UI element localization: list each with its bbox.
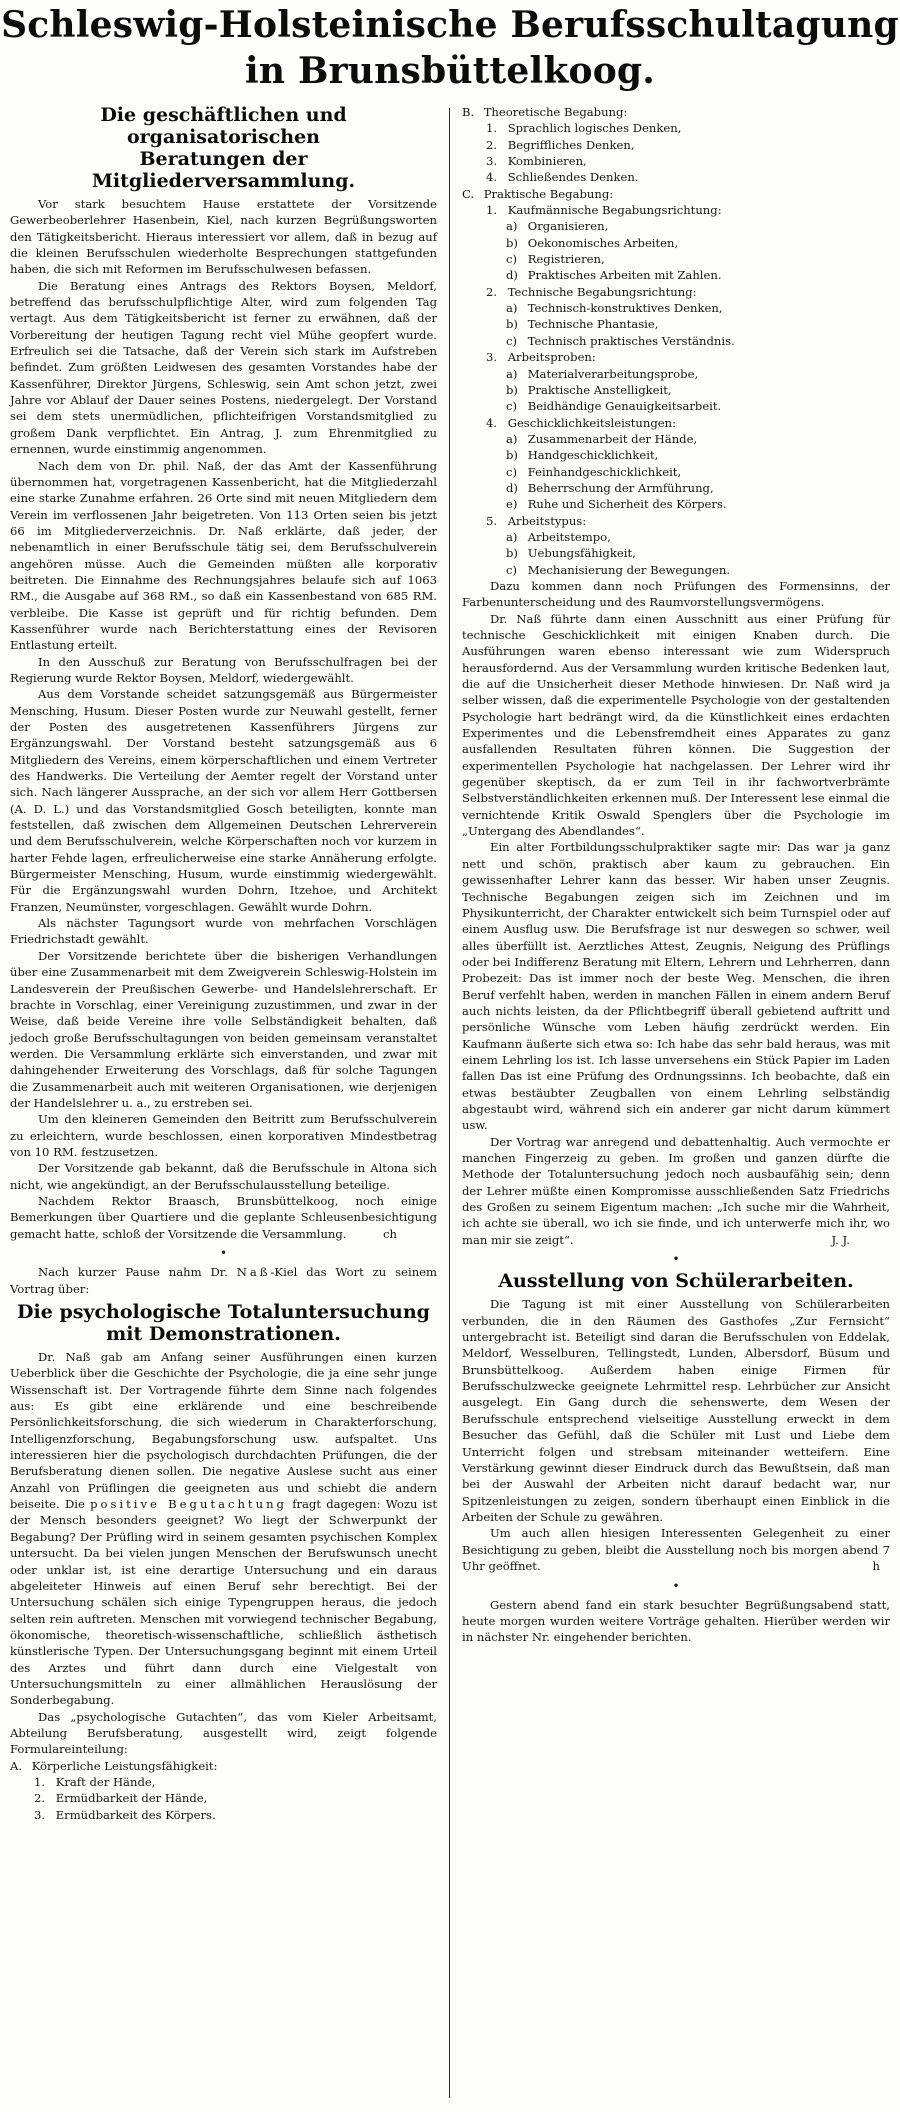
headline [0, 2, 900, 94]
outline-item [462, 235, 890, 251]
paragraph: Dr. Naß führte dann einen Ausschnitt aus einer Prüfung für technische Geschicklichkeit mit einigen Knaben durch. Die Ausführungen waren ebenso interessant wie zum Widerspruch herausfordernd. Aus der Versammlung wurden kritische Bedenken laut, die auf die Unsicherheit dieser Methode hinwiesen. Dr. Naß wird ja selber wissen, daß die experimentelle Psychologie von der gestaltenden Psychologie hart bedrängt wird, da die Künstlichkeit eines erdachten Experimentes und die Lebensfremdheit eines Apparates zu ganz ausfallenden Resultaten führen können. Die Suggestion der experimentellen Psychologie hat nachgelassen. Der Lehrer wird ihr gegenüber skeptisch, da er zum Teil in ihr fachwortverbrämte Selbstverständlichkeiten erkennen muß. Der Interessent lese einmal die vernichtende Kritik Oswald Spenglers über die Psychologie im „Untergang des Abendlandes“. [462, 611, 890, 839]
column-divider [449, 108, 450, 2098]
paragraph: Aus dem Vorstande scheidet satzungsgemäß aus Bürgermeister Mensching, Husum. Dieser Posten wurde zur Neuwahl gestellt, ferner der Posten des ausgetretenen Kassenführers Jürgens zur Ergänzungswahl. Der Vorstand besteht satzungsgemäß aus 6 Mitgliedern des Vereins, einem körperschaftlichen und einem Vertreter des Handwerks. Die Verteilung der Aemter regelt der Vorstand unter sich. Nach längerer Aussprache, an der sich vor allem Herr Gottbersen (A. D. L.) und das Vorstandsmitglied Gosch beteiligten, konnte man feststellen, daß zwischen dem Allgemeinen Deutschen Lehrerverein und dem Berufsschulverein, welche Körperschaften noch vor kurzem in harter Fehde lagen, erfreulicherweise eine starke Annäherung erfolgte. Bürgermeister Mensching, Husum, wurde einstimmig wiedergewählt. Für die Ergänzungswahl wurden Dohrn, Itzehoe, und Architekt Franzen, Neumünster, vorgeschlagen. Gewählt wurde Dohrn. [10, 687, 437, 914]
outline-label: c) [506, 464, 518, 479]
outline-label: 2. [486, 284, 498, 299]
section-heading-totaluntersuchung [10, 1301, 437, 1345]
outline-text: Technisch-konstruktives Denken, [527, 301, 723, 316]
section-heading-ausstellung: Ausstellung von Schülerarbeiten. [498, 1270, 854, 1293]
outline-text: Ermüdbarkeit der Hände, [55, 1791, 208, 1806]
heading-line: mit Demonstrationen. [106, 1323, 341, 1346]
outline-text: Praktische Begabung: [483, 186, 614, 201]
headline-line-1: Schleswig-Holsteinische Berufsschultagung [1, 4, 899, 46]
section-separator-dot: • [219, 1246, 228, 1261]
paragraph: Das „psychologische Gutachten“, das vom Kieler Arbeitsamt, Abteilung Berufsberatung, ausgestellt wird, zeigt folgende Formulareinteilung: [10, 1709, 437, 1757]
heading-line: Die psychologische Totaluntersuchung [17, 1301, 430, 1324]
outline-label: c) [506, 333, 518, 348]
outline-label: 3. [34, 1807, 46, 1822]
outline-text: Praktische Anstelligkeit, [527, 382, 672, 397]
outline-text: Ermüdbarkeit des Körpers. [55, 1807, 216, 1822]
paragraph: Um den kleineren Gemeinden den Beitritt zum Berufsschulverein zu erleichtern, wurde beschlossen, einen korporativen Mindestbetrag von 10 RM. festzusetzen. [10, 1112, 437, 1159]
outline-text: Technische Phantasie, [527, 317, 659, 332]
author-signature: J. J. [831, 1233, 850, 1248]
outline-label: c) [506, 562, 518, 577]
outline-item [462, 513, 890, 529]
intro-text: -Kiel das Wort zu seinem Vortrag über: [10, 1265, 438, 1296]
outline-label: c) [506, 252, 518, 267]
headline-line-2: in Brunsbüttelkoog. [244, 50, 656, 92]
outline-text: Beidhändige Genauigkeitsarbeit. [527, 399, 722, 414]
paragraph: Nachdem Rektor Braasch, Brunsbüttelkoog, noch einige Bemerkungen über Quartiere und die geplante Schleusenbesichtigung gemacht hatte, schloß der Vorsitzende die Versammlung. [10, 1193, 437, 1241]
outline-text: Praktisches Arbeiten mit Zahlen. [527, 268, 722, 283]
outline-item [462, 480, 890, 496]
paragraph: Die Tagung ist mit einer Ausstellung von Schülerarbeiten verbunden, die in den Räumen des Gasthofes „Zur Fernsicht“ untergebracht ist. Beteiligt sind daran die Berufsschulen von Eddelak, Meldorf, Wesselburen, Tellingstedt, Lunden, Albersdorf, Büsum und Brunsbüttelkoog. Außerdem haben einige Firmen für Berufsschulzwecke geeignete Lehrmittel resp. Lehrbücher zur Ansicht ausgelegt. Ein Gang durch die sehenswerte, dem Wesen der Berufsschule entsprechend vielseitige Ausstellung erweckt in dem Besucher das Gefühl, daß die Schüler mit Lust und Liebe dem Unterricht folgen und strebsam miteinander wetteifern. Eine Verstärkung gewinnt dieser Eindruck durch das Bewußtsein, daß man bei der Auswahl der Arbeiten nicht darauf bedacht war, nur Spitzenleistungen zu zeigen, sondern überhaupt einen Einblick in die Arbeiten der Schule zu gewähren. [462, 1297, 890, 1524]
outline-label: A. [10, 1758, 23, 1773]
outline-label: 5. [486, 513, 498, 528]
paragraph: Der Vorsitzende gab bekannt, daß die Berufsschule in Altona sich nicht, wie angekündigt, an der Berufsschulausstellung beteilige. [10, 1161, 437, 1192]
paragraph: Um auch allen hiesigen Interessenten Gelegenheit zu einer Besichtigung zu geben, bleibt die Ausstellung noch bis morgen abend 7 Uhr geöffnet. [462, 1526, 890, 1573]
outline-text: Begriffliches Denken, [507, 137, 635, 152]
outline-item [462, 366, 890, 382]
outline-item [462, 120, 890, 136]
outline-label: 1. [486, 121, 498, 136]
author-signature: h [872, 1559, 880, 1574]
outline-label: a) [506, 366, 518, 381]
outline-item [462, 431, 890, 447]
text: fragt dagegen: Wozu ist der Mensch besonders geeignet? Wo liegt der Schwerpunkt der Begabung? Der Prüfling wird in seinem gesamten psychischen Komplex untersucht. Da bei vielen jungen Menschen der Berufswunsch unecht oder unklar ist, ist eine derartige Untersuchung und ein daraus abgeleiteter Hinweis auf einen Beruf sehr berechtigt. Bei der Untersuchung schälen sich einige Typengruppen heraus, die jedoch selten rein auftreten. Menschen mit vorwiegend technischer Begabung, ökonomische, theoretisch-wissenschaftliche, schließlich ästhetisch künstlerische Typen. Der Untersuchungsgang beginnt mit einem Urteil des Arztes und führt dann durch eine Vielgestalt von Untersuchungsmitteln zu einer allmählichen Herauslösung der Sonderbegabung. [10, 1497, 437, 1708]
outline-text: Materialverarbeitungsprobe, [527, 366, 699, 381]
heading-line: Die geschäftlichen und organisatorischen [100, 104, 347, 148]
left-column [10, 104, 437, 1823]
form-outline-a [10, 1758, 437, 1823]
outline-item [462, 202, 890, 218]
outline-label: 4. [486, 170, 498, 185]
outline-text: Theoretische Begabung: [483, 105, 628, 119]
paragraph: Ein alter Fortbildungsschulpraktiker sagte mir: Das war ja ganz nett und schön, praktisch aber kaum zu gebrauchen. Ein gewissenhafter Lehrer kann das besser. Wir haben unser Zeugnis. Technische Begabungen zeigen sich im Zeichnen und im Physikunterricht, der Charakter entwickelt sich beim Turnspiel oder auf einem Ausflug usw. Die Berufsfrage ist nur deswegen so schwer, weil alles überfüllt ist. Aerztliches Attest, Zeugnis, Neigung des Prüflings oder bei Indifferenz Beratung mit Eltern, Lehrern und Lehrherren, dann Probezeit: Das ist immer noch der beste Weg. Menschen, die ihren Beruf verfehlt haben, werden in manchen Fällen in einem andern Beruf auch nichts leisten, da der Pflichtbegriff überall gebietend auftritt und persönliche Wünsche vom Leben häufig zerdrückt werden. Ein Kaufmann äußerte sich etwa so: Ich habe das sehr bald heraus, was mit einem Lehrling los ist. Ich lasse unversehens ein Stück Papier im Laden fallen Das ist eine Prüfung des Ordnungssinns. Ich beobachte, daß ein etwas bestäubter Zeugballen von einem Lehrling selbständig abgestaubt wird, während sich ein anderer gar nicht darum kümmert usw. [462, 840, 890, 1133]
outline-text: Kaufmännische Begabungsrichtung: [507, 203, 722, 218]
paragraph: Dazu kommen dann noch Prüfungen des Formensinns, der Farbenunterscheidung und des Raumvorstellungsvermögens. [462, 578, 890, 610]
outline-text: Mechanisierung der Bewegungen. [527, 562, 731, 577]
outline-text: Sprachlich logisches Denken, [507, 121, 682, 136]
outline-label: e) [506, 497, 518, 512]
outline-label: b) [506, 317, 518, 332]
outline-item [462, 104, 890, 120]
outline-label: 1. [486, 203, 498, 218]
outline-item [10, 1790, 437, 1806]
outline-text: Kombinieren, [507, 154, 587, 169]
outline-label: d) [506, 480, 518, 495]
outline-text: Feinhandgeschicklichkeit, [527, 464, 682, 479]
outline-item [462, 398, 890, 414]
paragraph: Die Beratung eines Antrags des Rektors Boysen, Meldorf, betreffend das berufsschulpflichtige Alter, wird zum folgenden Tag vertagt. Aus dem Tätigkeitsbericht ist ferner zu erwähnen, daß der Vorbereitung der heutigen Tagung recht viel Mühe geopfert wurde. Erfreulich sei die Tatsache, daß der Verein sich stark im Aufstreben befindet. Zum größten Leidwesen des gesamten Vorstandes habe der Kassenführer, Direktor Jürgens, Schleswig, sein Amt schon jetzt, zwei Jahre vor Ablauf der Dauer seines Postens, niedergelegt. Der Vorstand sei dem stets unermüdlichen, pflichteifrigen Vorstandsmitglied zu großem Dank verpflichtet. Ein Antrag, J. zum Ehrenmitglied zu ernennen, wurde einstimmig angenommen. [10, 278, 437, 457]
outline-text: Arbeitstypus: [507, 513, 587, 528]
outline-text: Arbeitstempo, [527, 529, 611, 544]
outline-item [462, 562, 890, 578]
paragraph [10, 1349, 437, 1709]
outline-label: 2. [486, 137, 498, 152]
outline-text: Zusammenarbeit der Hände, [527, 431, 698, 446]
outline-text: Technisch praktisches Verständnis. [527, 333, 735, 348]
speaker-name: Naß [236, 1265, 271, 1280]
outline-text: Kraft der Hände, [55, 1774, 156, 1789]
outline-text: Beherrschung der Armführung, [527, 480, 714, 495]
outline-text: Körperliche Leistungsfähigkeit: [31, 1758, 218, 1773]
outline-label: d) [506, 268, 518, 283]
outline-item [462, 496, 890, 512]
paragraph: Vor stark besuchtem Hause erstattete der Vorsitzende Gewerbeoberlehrer Hasenbein, Kiel, nach kurzen Begrüßungsworten den Tätigkeitsbericht. Hieraus interessiert vor allem, daß in bezug auf die kleinen Berufsschulen wiederholte Besprechungen stattgefunden haben, die sich mit Reformen im Berufsschulwesen befassen. [10, 197, 437, 277]
outline-item [10, 1807, 437, 1823]
intro-text: Nach kurzer Pause nahm Dr. [38, 1265, 237, 1280]
outline-item [462, 464, 890, 480]
outline-item [462, 169, 890, 185]
outline-label: 1. [34, 1774, 46, 1789]
outline-text: Organisieren, [527, 219, 609, 234]
section-separator-dot: • [672, 1578, 680, 1593]
outline-text: Schließendes Denken. [507, 170, 639, 185]
outline-item [462, 218, 890, 234]
paragraph: In den Ausschuß zur Beratung von Berufsschulfragen bei der Regierung wurde Rektor Boysen, Meldorf, wiedergewählt. [10, 654, 437, 685]
text: Dr. Naß gab am Anfang seiner Ausführungen einen kurzen Ueberblick über die Geschichte der Psychologie, die ja eine sehr junge Wissenschaft ist. Der Vortragende führte dem Sinne nach folgendes aus: Es gibt eine erklärende und eine beschreibende Persönlichkeitsforschung, die sich wiederum in Charakterforschung, Intelligenzforschung, Begabungsforschung usw. aufspaltet. Uns interessieren hier die psychologisch durchdachten Prüfungen, die der Berufsberatung dienen sollen. Die negative Auslese sucht aus einer Anzahl von Prüflingen die geeigneten aus und schiebt die andern beiseite. Die [10, 1350, 437, 1512]
outline-text: Handgeschicklichkeit, [527, 448, 659, 463]
outline-text: Technische Begabungsrichtung: [507, 284, 697, 299]
outline-label: C. [462, 186, 475, 201]
outline-text: Uebungsfähigkeit, [527, 546, 636, 561]
outline-item [462, 153, 890, 169]
outline-item [462, 529, 890, 545]
outline-label: b) [506, 448, 518, 463]
outline-item [462, 545, 890, 561]
outline-item [462, 316, 890, 332]
outline-label: c) [506, 399, 518, 414]
section-separator-dot: • [672, 1252, 680, 1267]
outline-label: a) [506, 529, 518, 544]
outline-item [462, 300, 890, 316]
spaced-emphasis: positive Begutachtung [90, 1497, 287, 1512]
outline-item [462, 382, 890, 398]
closing-paragraph: Gestern abend fand ein stark besuchter Begrüßungsabend statt, heute morgen wurden weitere Vorträge gehalten. Hierüber werden wir in nächster Nr. eingehender berichten. [462, 1597, 890, 1645]
outline-text: Ruhe und Sicherheit des Körpers. [527, 497, 727, 512]
outline-item [462, 137, 890, 153]
outline-item [462, 186, 890, 202]
outline-label: 3. [486, 350, 498, 365]
outline-text: Registrieren, [527, 252, 605, 267]
outline-item [462, 267, 890, 283]
outline-label: a) [506, 301, 518, 316]
outline-text: Oekonomisches Arbeiten, [527, 235, 679, 250]
outline-item [462, 284, 890, 300]
outline-item [462, 333, 890, 349]
outline-label: b) [506, 382, 518, 397]
outline-label: 4. [486, 415, 498, 430]
outline-item [462, 349, 890, 365]
right-column [462, 104, 890, 1646]
outline-text: Arbeitsproben: [507, 350, 596, 365]
outline-label: a) [506, 219, 518, 234]
outline-item [462, 447, 890, 463]
outline-label: b) [506, 235, 518, 250]
outline-item [10, 1774, 437, 1790]
outline-text: Geschicklichkeitsleistungen: [507, 415, 677, 430]
outline-label: 2. [34, 1791, 46, 1806]
paragraph: Der Vorsitzende berichtete über die bisherigen Verhandlungen über eine Zusammenarbeit mit dem Zweigverein Schleswig-Holstein im Landesverein der Preußischen Gewerbe- und Handelslehrerschaft. Er brachte in Vorschlag, einer Vereinigung zuzustimmen, und zwar in der Weise, daß beide Vereine ihre volle Selbständigkeit behalten, daß jedoch große Berufsschultagungen von beiden gemeinsam veranstaltet werden. Die Versammlung erklärte sich einverstanden, und zwar mit dahingehender Erweiterung des Vorschlags, daß für solche Tagungen die Zusammenarbeit auch mit weiteren Organisationen, wie derjenigen der Handelslehrer u. a., zu erstreben sei. [10, 948, 437, 1110]
outline-label: B. [462, 105, 475, 119]
outline-label: 3. [486, 154, 498, 169]
outline-item [462, 251, 890, 267]
outline-item [462, 415, 890, 431]
intro-paragraph [10, 1264, 437, 1297]
outline-label: a) [506, 431, 518, 446]
form-outline-b-c [462, 104, 890, 578]
paragraph: Der Vortrag war anregend und debattenhaltig. Auch vermochte er manchen Fingerzeig zu geben. Im großen und ganzen dürfte die Methode der Totaluntersuchung jedoch noch ausbaufähig sein; denn der Lehrer müßte einen Kompromisse ausschließenden Satz Friedrichs des Großen zu seinem Eigentum machen: „Ich suche mir die Wahrheit, ich achte sie überall, wo ich sie finde, und ich unterwerfe mich ihr, wo man mir sie zeigt“. [462, 1134, 890, 1247]
paragraph: Als nächster Tagungsort wurde von mehrfachen Vorschlägen Friedrichstadt gewählt. [10, 916, 437, 947]
heading-line: Beratungen der Mitgliederversammlung. [91, 148, 356, 192]
paragraph: Nach dem von Dr. phil. Naß, der das Amt der Kassenführung übernommen hat, vorgetragenen Kassenbericht, hat die Mitgliederzahl eine starke Zunahme erfahren. 26 Orte sind mit neuen Mitgliedern dem Verein im verflossenen Jahr beigetreten. Von 113 Orten seien bis jetzt 66 im Mitgliederverzeichnis. Dr. Naß erklärte, daß jeder, der nebenamtlich in einer Berufsschule tätig sei, dem Berufsschulverein angehören müsse. Auch die Gemeinden müßten alle korporativ beitreten. Die Einnahme des Rechnungsjahres belaufe sich auf 1063 RM., die Ausgabe auf 368 RM., so daß ein Kassenbestand von 685 RM. verbleibe. Die Kasse ist geprüft und für richtig befunden. Dem Kassenführer wurde nach Berichterstattung eines der Revisoren Entlastung erteilt. [10, 458, 437, 653]
section-heading-mitgliederversammlung [10, 104, 437, 192]
outline-label: b) [506, 546, 518, 561]
author-signature: ch [383, 1227, 397, 1241]
outline-item [10, 1758, 437, 1774]
